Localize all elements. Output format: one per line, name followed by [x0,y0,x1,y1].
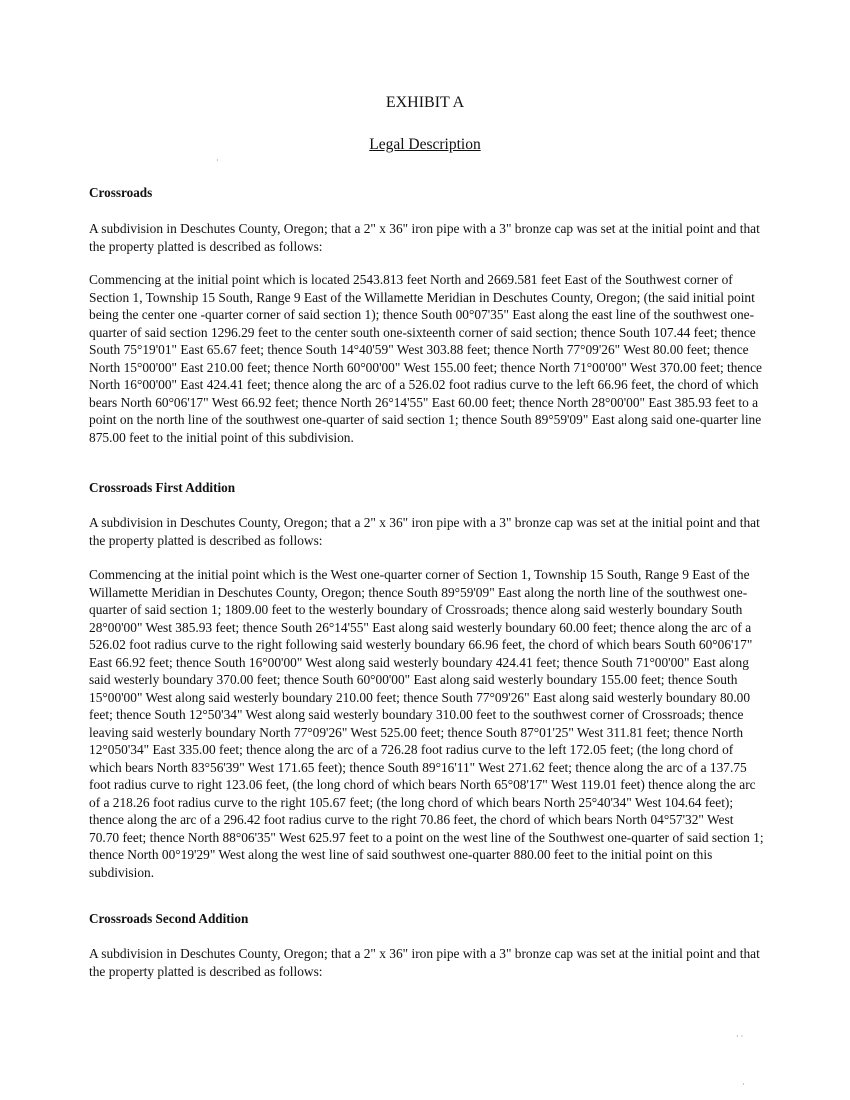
section-intro-second-addition: A subdivision in Deschutes County, Oregon; that a 2" x 36" iron pipe with a 3" bronze cap was set at the initial point and that the property platted is described as follows: [89,946,760,979]
section-intro-first-addition: A subdivision in Deschutes County, Oregon; that a 2" x 36" iron pipe with a 3" bronze cap was set at the initial point and that the property platted is described as follows: [89,515,760,548]
legal-description-title-text: Legal Description [369,136,481,153]
scan-speck: · · [736,1032,744,1041]
section-description-first-addition: Commencing at the initial point which is the West one-quarter corner of Section 1, Township 15 South, Range 9 East of the Willamette Meridian in Deschutes County, Oregon; thence South 89°59'09" East along the north line of the southwest one-quarter of said section 1; 1809.00 feet to the westerly boundary of Crossroads; thence along said westerly boundary South 28°00'00" West 385.93 feet; thence South 26°14'55" East along said westerly boundary 60.00 feet; thence along the arc of a 526.02 foot radius curve to the right following said westerly boundary 66.96 feet, the chord of which bears South 60°06'17" East 66.92 feet; thence South 16°00'00" West along said westerly boundary 424.41 feet; thence South 71°00'00" East along said westerly boundary 370.00 feet; thence South 60°00'00" East along said westerly boundary 155.00 feet; thence South 15°00'00" West along said westerly boundary 210.00 feet; thence South 77°09'26" East along said westerly boundary 80.00 feet; thence South 12°50'34" West along said westerly boundary 310.00 feet to the southwest corner of Crossroads; thence leaving said westerly boundary North 77°09'26" West 525.00 feet; thence South 87°01'25" West 311.81 feet; thence North 12°050'34" East 335.00 feet; thence along the arc of a 726.28 foot radius curve to the left 172.05 feet; (the long chord of which bears North 83°56'39" West 171.65 feet); thence South 89°16'11" West 271.62 feet; thence along the arc of a 137.75 foot radius curve to right 123.06 feet, (the long chord of which bears North 65°08'17" West 119.01 feet) thence along the arc of a 218.26 foot radius curve to the right 105.67 feet; (the long chord of which bears North 25°40'34" West 104.64 feet); thence along the arc of a 296.42 foot radius curve to the right 70.86 feet, the chord of which bears North 04°57'32" West 70.70 feet; thence North 88°06'35" West 625.97 feet to a point on the west line of the Southwest one-quarter of said section 1; thence North 00°19'29" West along the west line of said southwest one-quarter 880.00 feet to the initial point on this subdivision. [89,567,764,880]
exhibit-title-text: EXHIBIT A [385,94,465,111]
section-heading-first-addition: Crossroads First Addition [89,480,236,495]
scan-speck: · [742,1080,745,1089]
section-heading-crossroads: Crossroads [89,185,153,200]
legal-description-title [0,136,850,154]
scan-speck: · [216,156,219,165]
section-heading-second-addition: Crossroads Second Addition [89,911,249,926]
section-intro-crossroads: A subdivision in Deschutes County, Oregon; that a 2" x 36" iron pipe with a 3" bronze cap was set at the initial point and that the property platted is described as follows: [89,221,760,254]
exhibit-title [0,94,850,112]
section-description-crossroads: Commencing at the initial point which is located 2543.813 feet North and 2669.581 feet East of the Southwest corner of Section 1, Township 15 South, Range 9 East of the Willamette Meridian in Deschutes County, Oregon; (the said initial point being the center one -quarter corner of said section 1); thence South 00°07'35" East along the east line of the southwest one-quarter of said section 1296.29 feet to the center south one-sixteenth corner of said section; thence South 107.44 feet; thence South 75°19'01" East 65.67 feet; thence South 14°40'59" West 303.88 feet; thence North 77°09'26" West 80.00 feet; thence North 15°00'00" East 210.00 feet; thence North 60°00'00" West 155.00 feet; thence North 71°00'00" West 370.00 feet; thence North 16°00'00" East 424.41 feet; thence along the arc of a 526.02 foot radius curve to the left 66.96 feet, the chord of which bears North 60°06'17" West 66.92 feet; thence North 26°14'55" East 60.00 feet; thence North 28°00'00" East 385.93 feet to a point on the north line of the southwest one-quarter of said section 1; thence South 89°59'09" East along said one-quarter line 875.00 feet to the initial point of this subdivision. [89,272,762,445]
